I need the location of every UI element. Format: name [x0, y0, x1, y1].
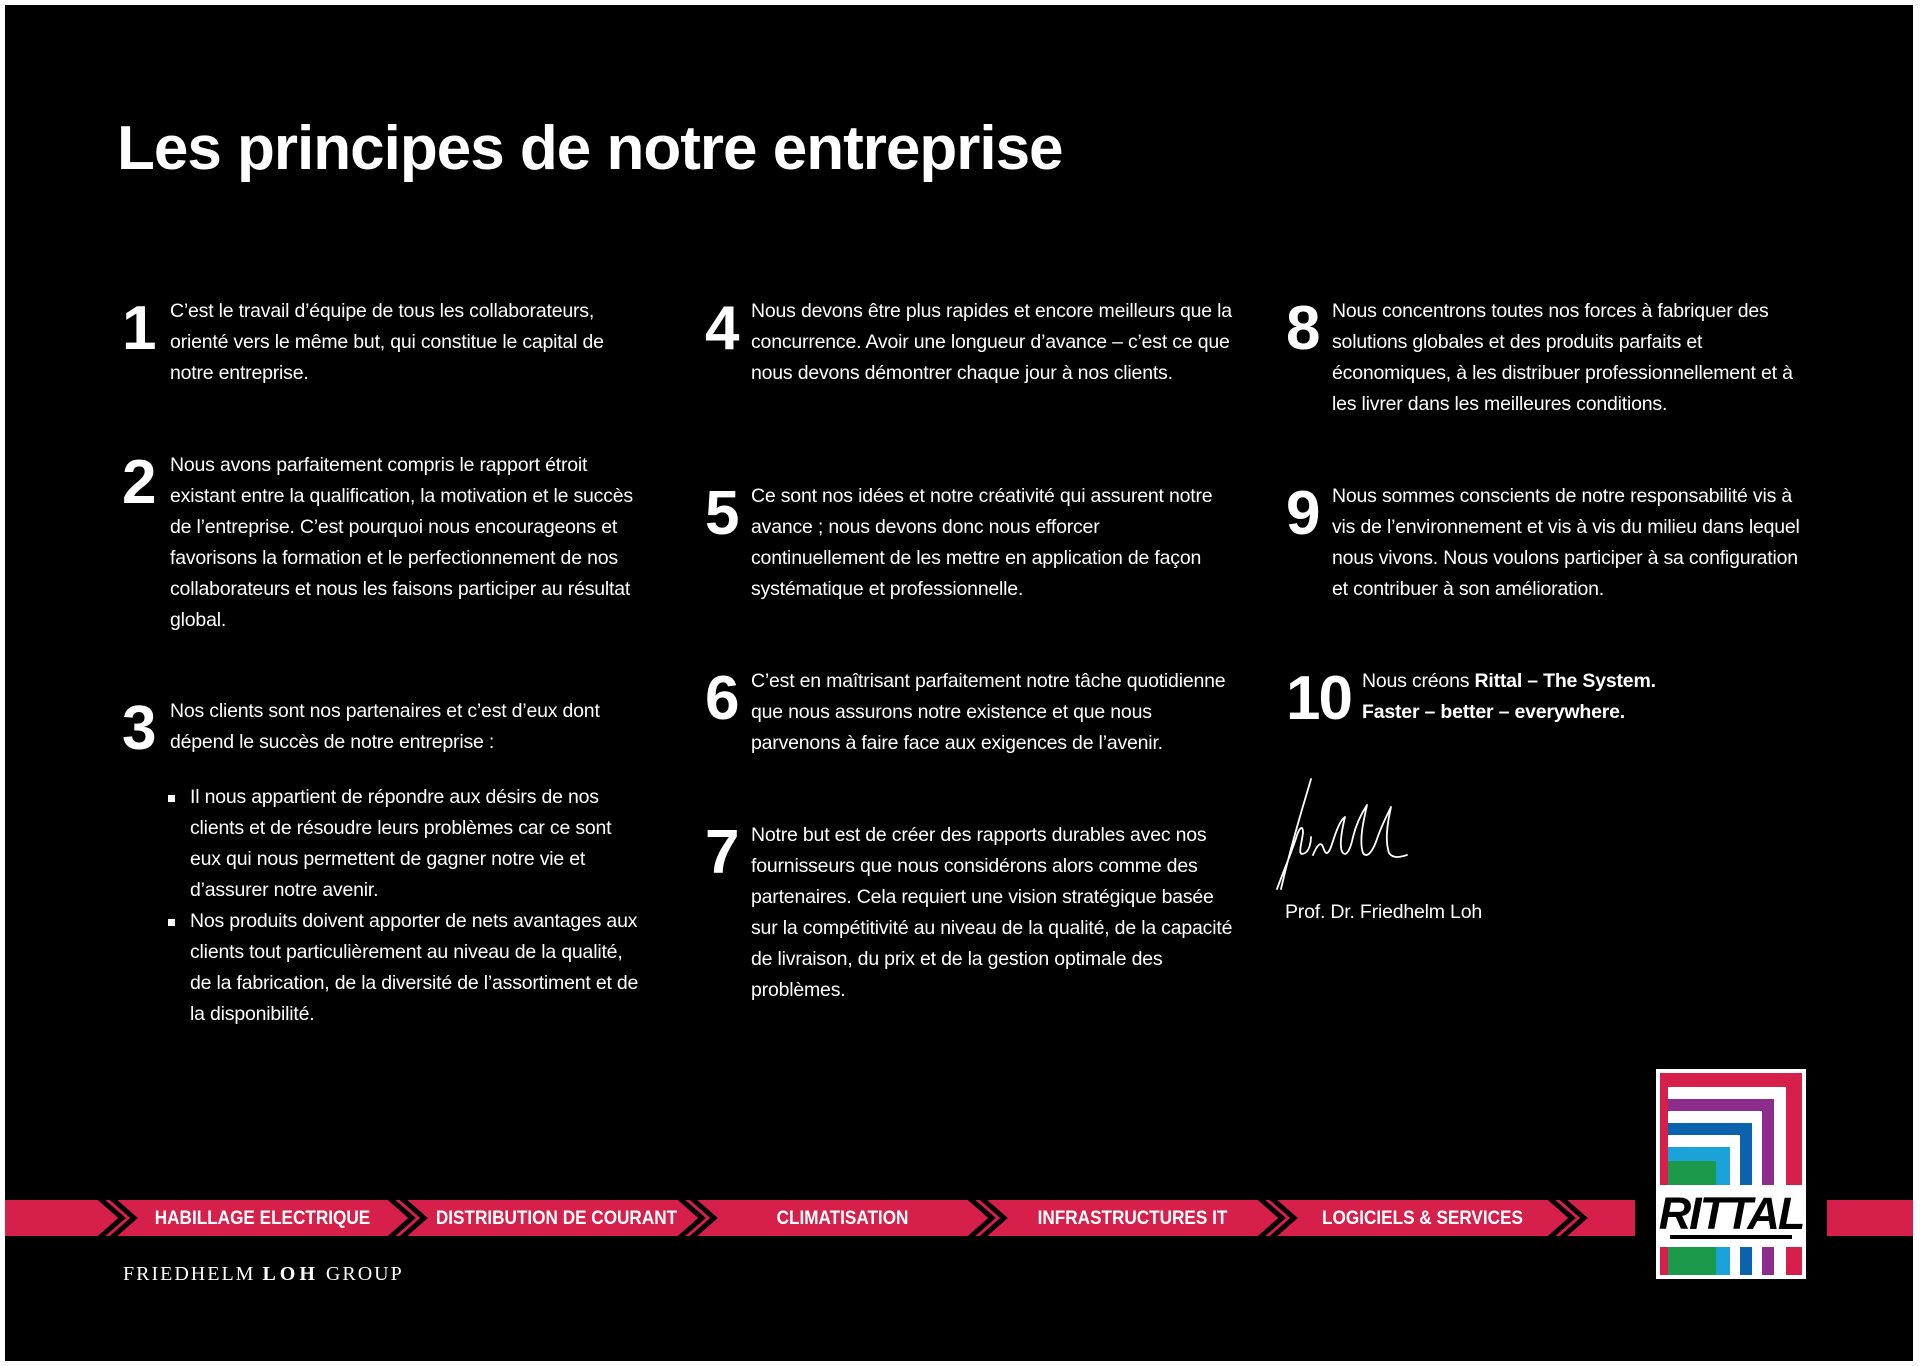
principle-text: Nous avons parfaitement compris le rapport étroit existant entre la qualification, la motivation et le succès de l’entreprise. C’est pourquoi nous encourageons et favorisons la formation et le perfectionnement de nos collaborateurs et nous les faisons participer au résultat global.: [170, 454, 633, 631]
group-name-part: FRIEDHELM: [123, 1263, 256, 1285]
division-habillage-electrique: HABILLAGE ELECTRIQUE: [154, 1207, 371, 1229]
division-climatisation: CLIMATISATION: [776, 1207, 909, 1229]
principle-3-bullet-list: [165, 782, 645, 1030]
group-logo-text: [123, 1263, 404, 1286]
principle-10-tagline: Faster – better – everywhere.: [1362, 701, 1626, 723]
principle-text: Nos clients sont nos partenaires et c’est d’eux dont dépend le succès de notre entreprise :: [170, 700, 600, 753]
division-distribution-de-courant: DISTRIBUTION DE COURANT: [435, 1207, 678, 1229]
principle-number: 4: [705, 294, 738, 363]
principle-10-bold-text: Rittal – The System.: [1474, 670, 1656, 692]
principle-text: C’est en maîtrisant parfaitement notre tâche quotidienne que nous assurons notre existence et que nous parvenons à faire face aux exigences de l’avenir.: [751, 670, 1226, 754]
bullet-item: Il nous appartient de répondre aux désirs de nos clients et de résoudre leurs problèmes car ce sont eux qui nous permettent de gagner notre vie et d’assurer notre avenir.: [165, 782, 645, 906]
division-infrastructures-it: INFRASTRUCTURES IT: [1037, 1207, 1228, 1229]
principle-text: Notre but est de créer des rapports durables avec nos fournisseurs que nous considérons alors comme des partenaires. Cela requiert une vision stratégique basée sur la compétitivité au niveau de la qualité, de la capacité de livraison, du prix et de la gestion optimale des problèmes.: [751, 824, 1233, 1001]
principle-number: 5: [705, 479, 738, 548]
principle-number: 10: [1286, 664, 1351, 733]
signer-name: Prof. Dr. Friedhelm Loh: [1285, 901, 1482, 923]
principle-text: [1362, 666, 1822, 728]
principle-number: 9: [1286, 479, 1319, 548]
principle-number: 7: [705, 818, 738, 887]
principle-text: Nous concentrons toutes nos forces à fabriquer des solutions globales et des produits parfaits et économiques, à les distribuer professionnellement et à les livrer dans les meilleures conditions.: [1332, 300, 1793, 415]
principle-number: 3: [122, 694, 155, 763]
principle-text: C’est le travail d’équipe de tous les collaborateurs, orienté vers le même but, qui constitue le capital de notre entreprise.: [170, 300, 604, 384]
rittal-logo-text: RITTAL: [1658, 1188, 1804, 1239]
signature-image: [1267, 777, 1447, 897]
group-name-part: GROUP: [325, 1263, 404, 1285]
division-logiciels-services: LOGICIELS & SERVICES: [1322, 1207, 1523, 1229]
rittal-logo: [1656, 1069, 1806, 1279]
document-page: [5, 5, 1913, 1361]
principle-number: 6: [705, 664, 738, 733]
principle-number: 2: [122, 448, 155, 517]
principle-number: 8: [1286, 294, 1319, 363]
principle-text: Nous devons être plus rapides et encore meilleurs que la concurrence. Avoir une longueur d’avance – c’est ce que nous devons démontrer chaque jour à nos clients.: [751, 300, 1232, 384]
bullet-item: Nos produits doivent apporter de nets avantages aux clients tout particulièrement au niveau de la qualité, de la fabrication, de la diversité de l’assortiment et de la disponibilité.: [165, 906, 645, 1030]
principle-text: Ce sont nos idées et notre créativité qui assurent notre avance ; nous devons donc nous efforcer continuellement de les mettre en application de façon systématique et professionnelle.: [751, 485, 1213, 600]
principle-number: 1: [122, 294, 155, 363]
page-title: Les principes de notre entreprise: [117, 114, 1063, 183]
principle-10-text-prefix: Nous créons: [1362, 670, 1475, 692]
group-name-part: LOH: [262, 1263, 319, 1285]
principle-text: Nous sommes conscients de notre responsabilité vis à vis de l’environnement et vis à vis du milieu dans lequel nous vivons. Nous voulons participer à sa configuration et contribuer à son amélioration.: [1332, 485, 1800, 600]
